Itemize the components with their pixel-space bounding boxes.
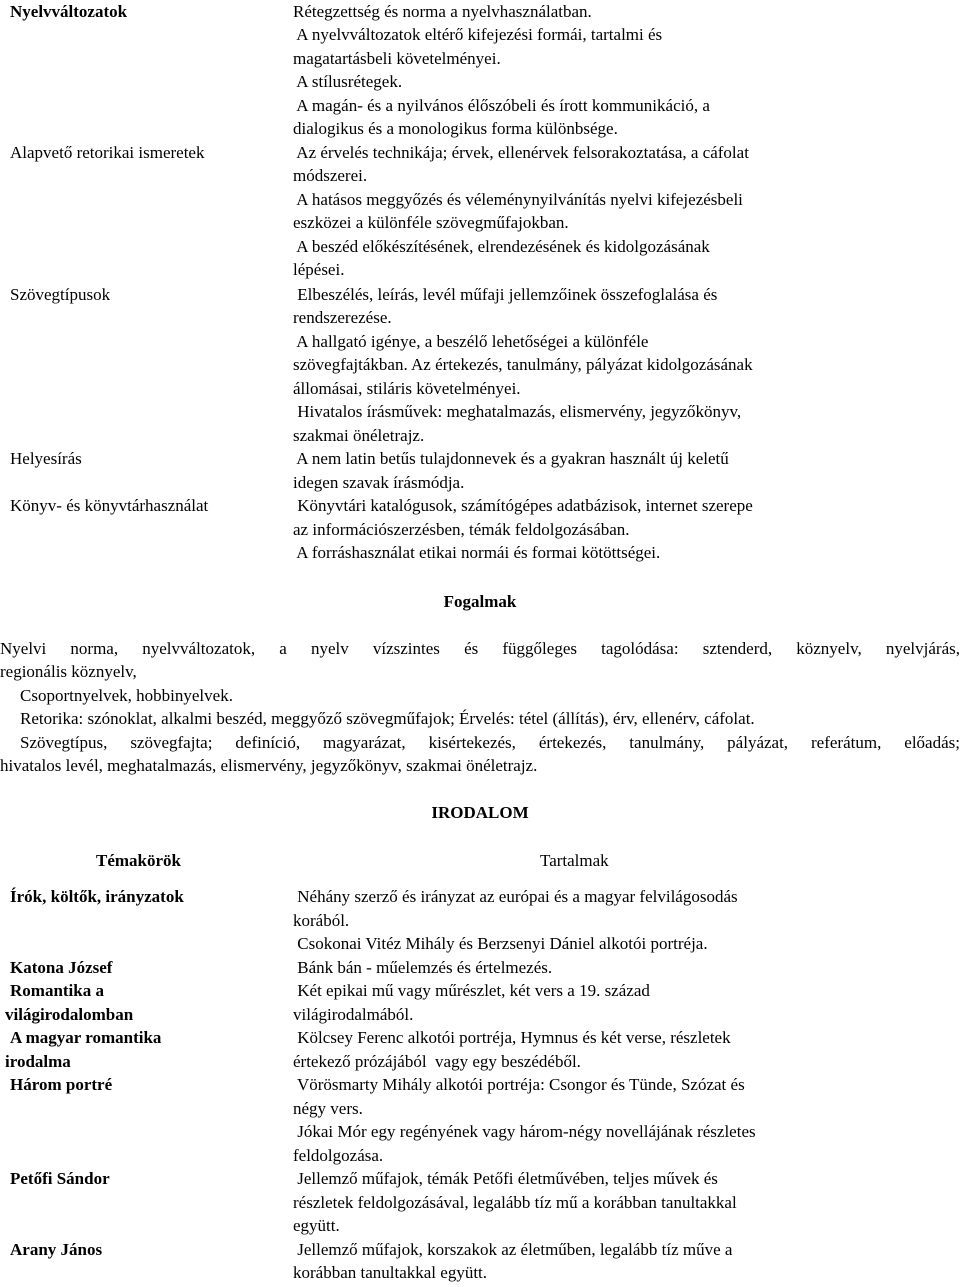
topic-label: Romantika a [10,981,104,1000]
topic-label: Katona József [10,958,113,977]
content-line: A beszéd előkészítésének, elrendezésének és kidolgozásának [293,237,710,256]
section-heading-irodalom: IRODALOM [431,803,529,822]
content-line: A nyelvváltozatok eltérő kifejezési formái, tartalmi és [293,25,663,44]
content-line: feldolgozása. [293,1146,384,1165]
topic-label: világirodalomban [5,1005,134,1024]
fogalmak-paragraph-1-line-2: regionális köznyelv, [0,662,137,681]
content-line: lépései. [293,260,345,279]
content-line: Könyvtári katalógusok, számítógépes adatbázisok, internet szerepe [293,496,753,515]
content-line: Kölcsey Ferenc alkotói portréja, Hymnus és két verse, részletek [293,1028,731,1047]
content-line: dialogikus és a monologikus forma különbsége. [293,119,618,138]
topic-label: irodalma [5,1052,71,1071]
content-line: eszközei a különféle szövegműfajokban. [293,213,569,232]
content-line: állomásai, stiláris követelményei. [293,379,521,398]
topic-label: Szövegtípusok [10,285,111,304]
content-line: Csokonai Vitéz Mihály és Berzsenyi Dániel alkotói portréja. [293,934,708,953]
content-line: A magán- és a nyilvános élőszóbeli és írott kommunikáció, a [293,96,710,115]
section-heading-fogalmak: Fogalmak [443,592,517,611]
content-line: módszerei. [293,166,368,185]
column-header-temakorok: Témakörök [96,851,181,870]
fogalmak-paragraph-1-line-1: Nyelvi norma, nyelvváltozatok, a nyelv vízszintes és függőleges tagolódása: sztenderd, köznyelv, nyelvjárás, [0,639,960,658]
topic-label: Helyesírás [10,449,82,468]
content-line: Elbeszélés, leírás, levél műfaji jellemzőinek összefoglalása és [293,285,718,304]
content-line: Néhány szerző és irányzat az európai és a magyar felvilágosodás [293,887,738,906]
content-line: világirodalmából. [293,1005,414,1024]
content-line: Jókai Mór egy regényének vagy három-négy novellájának részletes [293,1122,756,1141]
fogalmak-paragraph-3-line-1: Szövegtípus, szövegfajta; definíció, magyarázat, kisértekezés, értekezés, tanulmány, pályázat, referátum, előadás; [20,733,960,752]
content-line: korábban tanultakkal együtt. [293,1263,488,1282]
content-line: szakmai önéletrajz. [293,426,425,445]
content-line: Jellemző műfajok, korszakok az életműben, legalább tíz műve a [293,1240,733,1259]
topic-label: Petőfi Sándor [10,1169,110,1188]
content-line: idegen szavak írásmódja. [293,473,465,492]
content-line: A forráshasználat etikai normái és formai kötöttségei. [293,543,661,562]
content-line: Jellemző műfajok, témák Petőfi életművében, teljes művek és [293,1169,718,1188]
content-line: szövegfajtákban. Az értekezés, tanulmány, pályázat kidolgozásának [293,355,753,374]
fogalmak-paragraph-2: Retorika: szónoklat, alkalmi beszéd, meggyőző szövegműfajok; Érvelés: tétel (állítás), érv, ellenérv, cáfolat. [20,709,755,728]
topic-label: Arany János [10,1240,103,1259]
content-line: Vörösmarty Mihály alkotói portréja: Csongor és Tünde, Szózat és [293,1075,745,1094]
content-line: A stílusrétegek. [293,72,403,91]
topic-label: Alapvető retorikai ismeretek [10,143,205,162]
content-line: A hallgató igénye, a beszélő lehetőségei a különféle [293,332,649,351]
content-line: Rétegzettség és norma a nyelvhasználatban. [293,2,592,21]
content-line: Hivatalos írásművek: meghatalmazás, elismervény, jegyzőkönyv, [293,402,742,421]
topic-label: Írók, költők, irányzatok [10,887,184,906]
content-line: együtt. [293,1216,340,1235]
content-line: Bánk bán - műelemzés és értelmezés. [293,958,553,977]
content-line: rendszerezése. [293,308,392,327]
content-line: magatartásbeli követelményei. [293,49,501,68]
topic-label: Könyv- és könyvtárhasználat [10,496,209,515]
content-line: az információszerzésben, témák feldolgozásában. [293,520,630,539]
content-line: Az érvelés technikája; érvek, ellenérvek felsorakoztatása, a cáfolat [293,143,749,162]
content-line: értekező prózájából vagy egy beszédéből. [293,1052,581,1071]
topic-label: A magyar romantika [10,1028,162,1047]
content-line: A nem latin betűs tulajdonnevek és a gyakran használt új keletű [293,449,729,468]
content-line: A hatásos meggyőzés és véleménynyilvánítás nyelvi kifejezésbeli [293,190,743,209]
content-line: korából. [293,911,350,930]
topic-label: Három portré [10,1075,113,1094]
column-header-tartalmak: Tartalmak [540,851,609,870]
content-line: négy vers. [293,1099,363,1118]
topic-label: Nyelvváltozatok [10,2,128,21]
fogalmak-paragraph-1-line-3: Csoportnyelvek, hobbinyelvek. [20,686,233,705]
content-line: részletek feldolgozásával, legalább tíz mű a korábban tanultakkal [293,1193,737,1212]
fogalmak-paragraph-3-line-2: hivatalos levél, meghatalmazás, elismervény, jegyzőkönyv, szakmai önéletrajz. [0,756,538,775]
content-line: Két epikai mű vagy műrészlet, két vers a 19. század [293,981,650,1000]
